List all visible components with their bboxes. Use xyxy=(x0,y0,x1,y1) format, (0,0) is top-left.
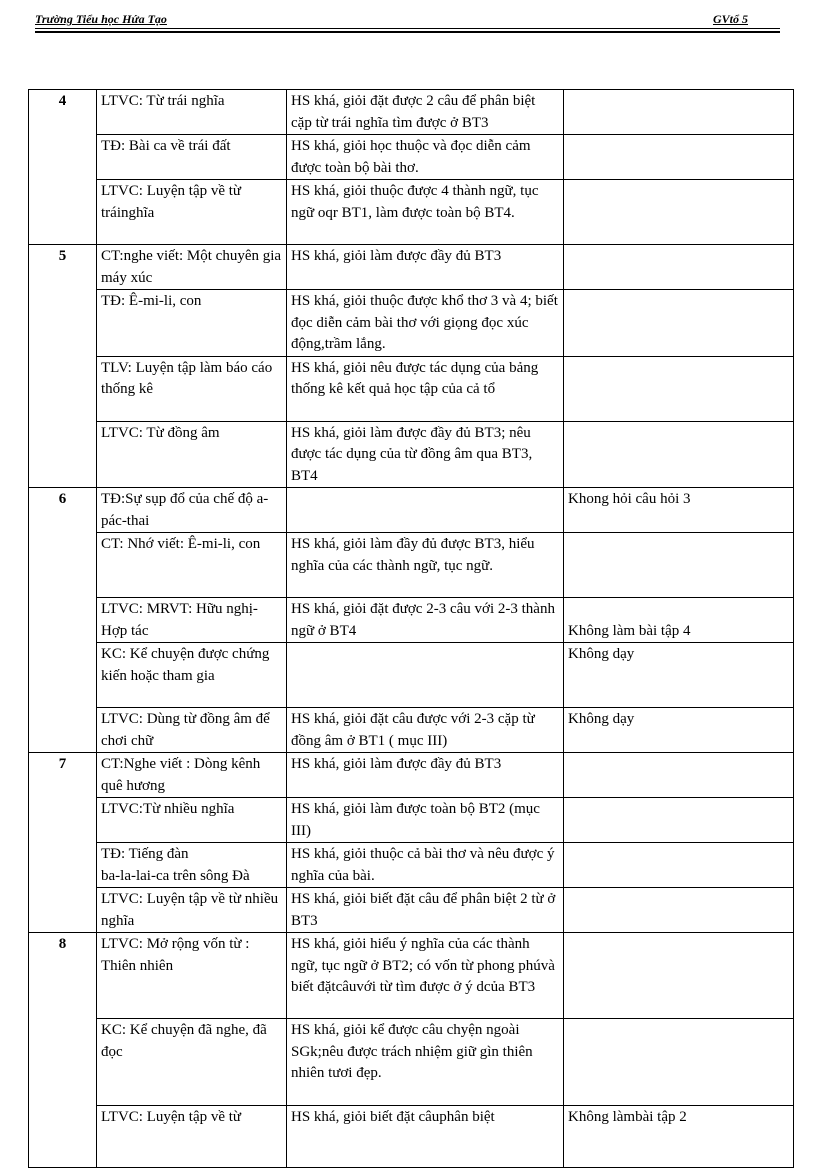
note-cell xyxy=(564,356,794,421)
table-row xyxy=(29,290,794,357)
school-name: Trường Tiểu học Hứa Tạo xyxy=(35,12,167,26)
lesson-cell: TĐ: Tiếng đàn ba-la-lai-ca trên sông Đà xyxy=(97,843,287,888)
note-cell xyxy=(564,135,794,180)
requirement-cell: HS khá, giỏi làm được đầy đủ BT3 xyxy=(287,245,564,290)
lesson-cell: CT: Nhớ viết: Ê-mi-li, con xyxy=(97,533,287,598)
table-row xyxy=(29,356,794,421)
table-row xyxy=(29,598,794,643)
lesson-cell: KC: Kể chuyện được chứng kiến hoặc tham gia xyxy=(97,643,287,708)
note-cell: Không làm bài tập 4 xyxy=(564,598,794,643)
requirement-cell: HS khá, giỏi thuộc được khổ thơ 3 và 4; biết đọc diễn cảm bài thơ với giọng đọc xúc động,trầm lắng. xyxy=(287,290,564,357)
table-row xyxy=(29,245,794,290)
table-row xyxy=(29,1106,794,1168)
note-cell xyxy=(564,421,794,488)
lesson-cell: LTVC: Luyện tập về từ nhiều nghĩa xyxy=(97,888,287,933)
note-cell xyxy=(564,245,794,290)
requirement-cell: HS khá, giỏi biết đặt câuphân biệt xyxy=(287,1106,564,1168)
lesson-cell: LTVC: Luyện tập về từ tráinghĩa xyxy=(97,180,287,245)
requirement-cell: HS khá, giỏi nêu được tác dụng của bảng thống kê kết quả học tập của cả tổ xyxy=(287,356,564,421)
note-cell: Không dạy xyxy=(564,708,794,753)
lesson-cell: TLV: Luyện tập làm báo cáo thống kê xyxy=(97,356,287,421)
table-row xyxy=(29,753,794,798)
table-row xyxy=(29,421,794,488)
note-cell xyxy=(564,933,794,1019)
table-viewport xyxy=(28,89,794,1125)
week-number: 5 xyxy=(29,245,97,488)
lesson-cell: LTVC: Dùng từ đồng âm để chơi chữ xyxy=(97,708,287,753)
requirement-cell xyxy=(287,488,564,533)
lesson-cell: TĐ: Ê-mi-li, con xyxy=(97,290,287,357)
requirement-cell: HS khá, giỏi hiểu ý nghĩa của các thành ngữ, tục ngữ ở BT2; có vốn từ phong phúvà biết đặtcâuvới từ tìm được ở ý dcủa BT3 xyxy=(287,933,564,1019)
requirement-cell: HS khá, giỏi làm được đầy đủ BT3 xyxy=(287,753,564,798)
requirement-cell: HS khá, giỏi kể được câu chyện ngoài SGk;nêu được trách nhiệm giữ gìn thiên nhiên tươi đẹp. xyxy=(287,1019,564,1106)
requirement-cell: HS khá, giỏi làm được toàn bộ BT2 (mục III) xyxy=(287,798,564,843)
lesson-cell: KC: Kể chuyện đã nghe, đã đọc xyxy=(97,1019,287,1106)
note-cell: Không dạy xyxy=(564,643,794,708)
note-cell xyxy=(564,533,794,598)
requirement-cell: HS khá, giỏi làm đầy đủ được BT3, hiểu nghĩa của các thành ngữ, tục ngữ. xyxy=(287,533,564,598)
table-row xyxy=(29,708,794,753)
note-cell xyxy=(564,290,794,357)
note-cell: Không làmbài tập 2 xyxy=(564,1106,794,1168)
requirement-cell: HS khá, giỏi thuộc được 4 thành ngữ, tục ngữ oqr BT1, làm được toàn bộ BT4. xyxy=(287,180,564,245)
table-row xyxy=(29,488,794,533)
requirement-cell: HS khá, giỏi đặt được 2-3 câu với 2-3 thành ngữ ở BT4 xyxy=(287,598,564,643)
week-number: 4 xyxy=(29,90,97,245)
week-number: 7 xyxy=(29,753,97,933)
requirement-cell: HS khá, giỏi thuộc cả bài thơ và nêu được ý nghĩa của bài. xyxy=(287,843,564,888)
table-row xyxy=(29,90,794,135)
curriculum-table xyxy=(28,89,794,1168)
lesson-cell: CT:nghe viết: Một chuyên gia máy xúc xyxy=(97,245,287,290)
table-row xyxy=(29,798,794,843)
table-row xyxy=(29,933,794,1019)
requirement-cell: HS khá, giỏi đặt câu được với 2-3 cặp từ đồng âm ở BT1 ( mục III) xyxy=(287,708,564,753)
lesson-cell: CT:Nghe viết : Dòng kênh quê hương xyxy=(97,753,287,798)
lesson-cell: LTVC: Mở rộng vốn từ : Thiên nhiên xyxy=(97,933,287,1019)
note-cell xyxy=(564,843,794,888)
table-row xyxy=(29,643,794,708)
week-number: 8 xyxy=(29,933,97,1168)
lesson-cell: TĐ:Sự sụp đổ của chế độ a-pác-thai xyxy=(97,488,287,533)
table-row xyxy=(29,843,794,888)
requirement-cell: HS khá, giỏi học thuộc và đọc diễn cảm được toàn bộ bài thơ. xyxy=(287,135,564,180)
lesson-cell: LTVC: Từ đồng âm xyxy=(97,421,287,488)
note-cell xyxy=(564,798,794,843)
requirement-cell: HS khá, giỏi đặt được 2 câu để phân biệt cặp từ trái nghĩa tìm được ở BT3 xyxy=(287,90,564,135)
table-row xyxy=(29,888,794,933)
table-row xyxy=(29,180,794,245)
lesson-cell: LTVC: Từ trái nghĩa xyxy=(97,90,287,135)
header-rule xyxy=(35,28,780,29)
note-cell: Khong hỏi câu hỏi 3 xyxy=(564,488,794,533)
lesson-cell: LTVC: MRVT: Hữu nghị- Hợp tác xyxy=(97,598,287,643)
lesson-cell: LTVC: Luyện tập về từ xyxy=(97,1106,287,1168)
page-header xyxy=(35,12,780,28)
note-cell xyxy=(564,888,794,933)
note-cell xyxy=(564,1019,794,1106)
teacher-group: GVtổ 5 xyxy=(712,12,748,26)
table-row xyxy=(29,1019,794,1106)
header-rule-thick xyxy=(35,31,780,33)
note-cell xyxy=(564,90,794,135)
requirement-cell: HS khá, giỏi biết đặt câu để phân biệt 2 từ ở BT3 xyxy=(287,888,564,933)
table-row xyxy=(29,533,794,598)
lesson-cell: LTVC:Từ nhiều nghĩa xyxy=(97,798,287,843)
note-cell xyxy=(564,180,794,245)
requirement-cell: HS khá, giỏi làm được đầy đủ BT3; nêu được tác dụng của từ đồng âm qua BT3, BT4 xyxy=(287,421,564,488)
week-number: 6 xyxy=(29,488,97,753)
table-row xyxy=(29,135,794,180)
lesson-cell: TĐ: Bài ca về trái đất xyxy=(97,135,287,180)
note-cell xyxy=(564,753,794,798)
requirement-cell xyxy=(287,643,564,708)
